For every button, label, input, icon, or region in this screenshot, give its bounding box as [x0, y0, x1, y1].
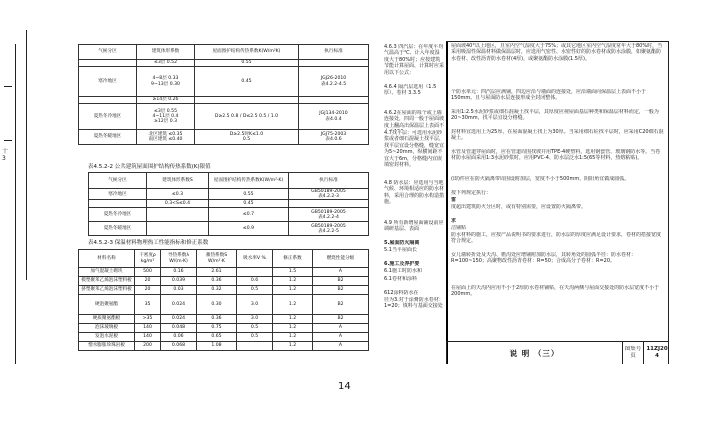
table-header-cell: 材料名称	[79, 250, 135, 268]
table-header-cell: 执行标准	[289, 173, 369, 189]
paragraph: 按下列规定执行：	[451, 190, 492, 196]
table-cell	[147, 222, 209, 236]
section-heading: 5.屋面防火隔离	[384, 240, 420, 246]
paragraph: 采用1:2.5水泥砂浆或细石混凝土找平层，其厚度应视屋面基层种类和保温层材料而定，一般为20~30mm，找平层宜设分格缝。	[451, 109, 659, 122]
table-cell: JGJ26-2010 表4.2.2-4.5	[299, 67, 369, 97]
table-cell: 模塑聚苯乙烯泡沫塑料板	[79, 277, 135, 286]
table-cell: 0.03	[161, 286, 197, 295]
table-cell: 加气混凝土砌块	[79, 268, 135, 277]
paragraph: 个防水单元：四汽层应满铺，四边应沿与墙面的连接处，应沿墙面向保温层上表面不小于150mm。且与屋面防水层连接形成全封闭整体。	[451, 89, 647, 102]
table-cell: 0.36	[197, 277, 237, 286]
table-cell: D≥2.5时K≤1.0 0.5	[195, 130, 299, 145]
table-cell: 200	[135, 342, 161, 351]
table-cell: 夏热冬冷地区	[89, 208, 147, 222]
table-cell: 0.45	[209, 200, 289, 208]
table-cell: 硬质聚氨酯板	[79, 315, 135, 324]
table-cell	[79, 97, 137, 104]
section-heading: 雷	[451, 197, 457, 203]
table-cell: 0.5	[237, 324, 273, 333]
table-cell: 3.0	[237, 295, 273, 315]
table-cell	[237, 342, 273, 351]
paragraph: 612涂料防水在	[384, 290, 419, 296]
paragraph: 4.8 防水层：应选用与当地气候、环境相适应的防水材料，采用合理的防水构造措施。	[384, 180, 444, 206]
paragraph: (即)件应在防火隔离带周围设附加层，宽度不小于500mm，阴阳角宜做成圆弧。	[451, 176, 630, 182]
sheet-number: 11ZJ20 4	[646, 346, 668, 359]
table-cell	[195, 97, 299, 104]
table-cell: ≤3层 0.55 4~11层 0.4 ≥12层 0.3	[137, 104, 195, 130]
paragraph: 封材料宜选用上为25厚，在屋面混凝土找上为30厚。当采用细石砼找平层时，应采用C20细石混凝土。	[451, 129, 664, 142]
table-cell: 0.024	[161, 295, 197, 315]
table-cell: 0.55	[195, 60, 299, 67]
table-cell: 140	[135, 333, 161, 342]
table-cell: 发泡水泥板	[79, 333, 135, 342]
table-cell: A	[313, 333, 369, 342]
table-cell: 1.2	[273, 295, 313, 315]
table-cell: 0.039	[161, 277, 197, 286]
table-cell: ≤0.3	[147, 189, 209, 200]
paragraph: 4.6.4 隔汽层选用（1.5厚）、卷材 3.3.5	[384, 84, 437, 97]
table-cell: 0.6	[237, 277, 273, 286]
paragraph: 4.6.3 四汽层：在年度平均气温高于℃、计入年度湿度大于80%时；应按建筑节能计算屋面、计算时应采用以下公式：	[384, 44, 444, 76]
table-cell: 0.024	[161, 315, 197, 324]
table-cell: 0.06	[161, 333, 197, 342]
frame-divider	[26, 30, 27, 280]
paragraph: 6.1施工时防水和	[384, 268, 422, 274]
table-cell: >35	[135, 315, 161, 324]
paragraph: 在屋面上的天沟内应用不小于2厚防水卷材铺贴，在天沟两侧与屋面交接处的防水层宽度不小于200mm。	[451, 285, 660, 298]
table-cell: 2.61	[197, 268, 237, 277]
table-cell: 0.068	[161, 342, 197, 351]
table-cell	[237, 268, 273, 277]
section-heading: 求	[451, 218, 457, 224]
table-header-cell: 建筑体形系数S	[147, 173, 209, 189]
middle-text-column	[384, 44, 444, 364]
table-cell: ≤0.7	[209, 208, 289, 222]
paragraph: 4.7找平层：可选用水泥砂浆或者细石混凝土找平层，找平层宜设分格缝，缝宽宜为5~20mm，纵横间距不宜大于6m，分格缝内宜嵌填密封材料。	[384, 130, 444, 169]
table2-title: 表4.5.2-2 公共建筑屋面围护结构传热系数(K)限值	[88, 164, 211, 170]
table-cell: 0.5	[237, 286, 273, 295]
table-cell: 寒冷地区	[89, 189, 147, 200]
table-cell: 1.2	[273, 286, 313, 295]
table-cell: GB50189-2005 表4.2.2-3	[289, 189, 369, 200]
table-cell: 140	[135, 324, 161, 333]
table-cell: B2	[313, 315, 369, 324]
table-cell: 夏热冬冷地区	[79, 104, 137, 130]
page-number: 14	[338, 381, 351, 392]
table-cell: 硬泡聚氨酯	[79, 295, 135, 315]
paragraph: 4.6.2在屋面的每个或上墙连接处，四周一般于屋面坡度上翻高出保温层上表面不	[384, 110, 444, 129]
table-cell: A	[313, 268, 369, 277]
table-cell: A	[313, 342, 369, 351]
table-cell: 20	[135, 277, 161, 286]
table-cell: 4~8层 0.33 9~13层 0.30	[137, 67, 195, 97]
paragraph: 径为3.对于涂膏防水卷材：1=20；填料与基面交接处	[384, 297, 444, 310]
frame-middle-divider	[446, 41, 448, 364]
table-cell: D≥2.5 0.8 / D≤2.5 0.5 / 1.0	[195, 104, 299, 130]
table-cell	[147, 208, 209, 222]
table-cell: ≥14层 0.26	[137, 97, 195, 104]
table-cell: 0.16	[161, 268, 197, 277]
table-cell: 1.2	[273, 277, 313, 286]
table-cell: 0.5	[237, 333, 273, 342]
section-heading: 6.施工及养护要	[384, 261, 420, 267]
table-cell: 0.55	[209, 189, 289, 200]
table-cell: GB50189-2005 表4.2.2-5	[289, 222, 369, 236]
paragraph: 5.1当平屋面长	[384, 247, 417, 253]
table-cell: ≤3层 0.52	[137, 60, 195, 67]
table-cell: 0.32	[197, 286, 237, 295]
title-block	[446, 341, 669, 364]
table-cell: 0.30	[197, 295, 237, 315]
paragraph: 屋面坡40°以上地区，且室内空气湿度大于75%；或其它地区室内空气湿度常年大于80%时，当采用吸湿性保温材料做保温层时，应选用气密性、水密性好的防水卷材或防水涂膜，如聚氨酯防水卷材、改性沥青防水卷材(4厚)，或聚氨酯防水涂膜(1.5厚)。	[451, 43, 663, 62]
table-roof-k-residential	[78, 44, 369, 145]
paragraph: 6.1卷材和涂料	[384, 276, 417, 282]
paragraph: 4.9 所有新增屋面铺设前应调研基层、表面	[384, 220, 444, 233]
table-cell: 寒冷地区	[79, 67, 137, 97]
frame-left-border	[15, 44, 16, 364]
table-cell: 0.65	[197, 333, 237, 342]
table-cell: 北区建筑 ≤0.35 南区建筑 ≤0.40	[137, 130, 195, 145]
table-cell: 3.0	[237, 315, 273, 324]
table-cell: B2	[313, 286, 369, 295]
table-cell: B2	[313, 295, 369, 315]
frame-top-border	[446, 41, 669, 42]
paragraph: 度超出建筑防火分区时，或有特别需要，应设置防火隔离带。	[451, 204, 587, 210]
frame-right-border	[668, 41, 669, 364]
left-margin	[0, 0, 14, 426]
table-cell	[289, 200, 369, 208]
table-cell: 20	[135, 286, 161, 295]
table-cell: 1.2	[273, 315, 313, 324]
table-header-cell: 气候分区	[89, 173, 147, 189]
table-cell: 1.2	[273, 324, 313, 333]
table-cell: 0.3<S≤0.4	[147, 200, 209, 208]
table-cell	[299, 60, 369, 67]
table-cell: 1.08	[197, 342, 237, 351]
paragraph: 女儿墙转折处及天沟、檐沟处应增铺附加防水层，其转角处的圆弧半径：防水卷材：R=100~150；高聚物改性沥青卷材：R=50；合成高分子卷材：R=20。	[451, 252, 637, 265]
table-cell: ≤0.9	[209, 222, 289, 236]
table-insulation-materials	[78, 249, 369, 351]
table-cell: 35	[135, 295, 161, 315]
paragraph: 水管及管道穿屋面时，应在管道周围找坡并用TPE-4硬塑料，选用钢套管、玻璃钢防水等。当卷材防水屋面采用1:3水泥砂浆时，应用PVC-4、防水层泛水1:5(65等材料，热熔粘贴)。	[451, 149, 661, 162]
drawing-title: 说 明 （三）	[509, 349, 560, 358]
sheet-label: 图集号 页	[624, 346, 642, 359]
left-margin-mark: 十 3	[2, 148, 9, 162]
table-cell: 挤塑聚苯乙烯泡沫塑料板	[79, 286, 135, 295]
table-header-cell: 修正系数	[273, 250, 313, 268]
table-cell: 0.36	[197, 315, 237, 324]
table-header-cell: 气候分区	[79, 45, 137, 60]
table-cell: JGJ134-2010 表4.0.4	[299, 104, 369, 130]
right-text-column	[451, 43, 664, 341]
table3-title: 表4.5.2-3 保温材料物理热工性能指标和修正系数	[88, 240, 209, 246]
table-header-cell: 屋面围护结构传热系数K(W/m²·K)	[209, 173, 289, 189]
table-cell: 夏热冬暖地区	[79, 130, 137, 145]
table-header-cell: 导热系数λ W/(m·K)	[161, 250, 197, 268]
table-header-cell: 燃烧性能分级	[313, 250, 369, 268]
table-cell: JGJ75-2003 表4.0.6	[299, 130, 369, 145]
table-roof-k-public	[88, 172, 369, 236]
table-header-cell: 建筑体形系数	[137, 45, 195, 60]
table-cell: GB50189-2005 表4.2.2-4	[289, 208, 369, 222]
table-cell: 0.75	[197, 324, 237, 333]
table-cell: 夏热冬暖地区	[89, 222, 147, 236]
table-cell	[89, 200, 147, 208]
paragraph: 防水材料的施工，应按产品说明书的要求进行，防水层的厚度应满足设计要求，卷材的搭接宽度符合规定。	[451, 232, 662, 245]
table-cell: 0.45	[195, 67, 299, 97]
table-header-cell: 执行标准	[299, 45, 369, 60]
table-cell: 泡沫玻璃板	[79, 324, 135, 333]
table-cell: 憎水膨胀珍珠岩板	[79, 342, 135, 351]
paragraph: 洁铺贴	[451, 225, 467, 231]
table-cell: B2	[313, 277, 369, 286]
table-cell: 500	[135, 268, 161, 277]
table-cell: 1.2	[273, 342, 313, 351]
table-cell: 0.048	[161, 324, 197, 333]
table-cell: 1.2	[273, 333, 313, 342]
table-cell: 1.5	[273, 268, 313, 277]
table-cell: A	[313, 324, 369, 333]
table-cell	[79, 60, 137, 67]
table-header-cell: 干密度ρ kg/m³	[135, 250, 161, 268]
table-header-cell: 屋面围护结构传热系数K(W/m²K)	[195, 45, 299, 60]
table-header-cell: 蓄热系数S W/m²·K	[197, 250, 237, 268]
table-header-cell: 吸水率V %	[237, 250, 273, 268]
table-cell	[299, 97, 369, 104]
